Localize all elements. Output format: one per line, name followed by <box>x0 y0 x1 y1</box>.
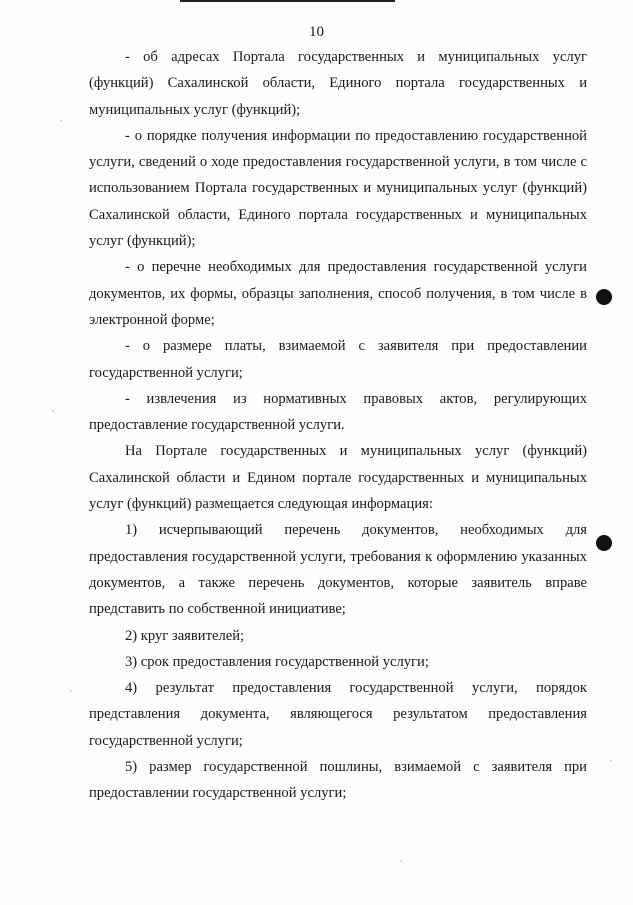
list-item-1: 1) исчерпывающий перечень документов, необходимых для предоставления государственной услуги, требования к оформлению указанных документов, а также перечень документов, которые заявитель вправе представить по собственной инициативе; <box>89 522 587 618</box>
punch-hole <box>596 535 612 551</box>
scan-speck <box>400 860 402 862</box>
document-body <box>89 44 587 807</box>
paragraph-fee: - о размере платы, взимаемой с заявителя при предоставлении государственной услуги; <box>89 338 587 381</box>
page-number: 10 <box>309 24 324 40</box>
paragraph-legal-extracts: - извлечения из нормативных правовых актов, регулирующих предоставление государственной услуги. <box>89 390 587 434</box>
top-rule <box>180 0 395 2</box>
scan-speck <box>60 120 62 122</box>
punch-hole <box>596 289 612 305</box>
list-item-4: 4) результат предоставления государственной услуги, порядок представления документа, являющегося результатом предоставления государственной услуги; <box>89 680 587 749</box>
scan-speck <box>610 760 612 762</box>
paragraph-info-procedure: - о порядке получения информации по предоставлению государственной услуги, сведений о ходе предоставления государственной услуги, в том числе с использованием Портала государственных и муниципальных услуг (функций) Сахалинской области, Единого портала государственных и муниципальных услуг (функций); <box>89 127 587 250</box>
list-item-2: 2) круг заявителей; <box>125 627 245 644</box>
list-item-3: 3) срок предоставления государственной услуги; <box>125 653 429 670</box>
scan-speck <box>52 410 54 412</box>
paragraph-documents-list: - о перечне необходимых для предоставления государственной услуги документов, их формы, образцы заполнения, способ получения, в том числе в электронной форме; <box>89 259 587 328</box>
scan-speck <box>70 690 72 692</box>
list-item-5: 5) размер государственной пошлины, взимаемой с заявителя при предоставлении государственной услуги; <box>89 759 587 802</box>
paragraph-portal-addresses: - об адресах Портала государственных и муниципальных услуг (функций) Сахалинской области, Единого портала государственных и муниципальных услуг (функций); <box>89 49 587 118</box>
paragraph-portal-intro: На Портале государственных и муниципальных услуг (функций) Сахалинской области и Едином портале государственных и муниципальных услуг (функций) размещается следующая информация: <box>89 443 587 513</box>
